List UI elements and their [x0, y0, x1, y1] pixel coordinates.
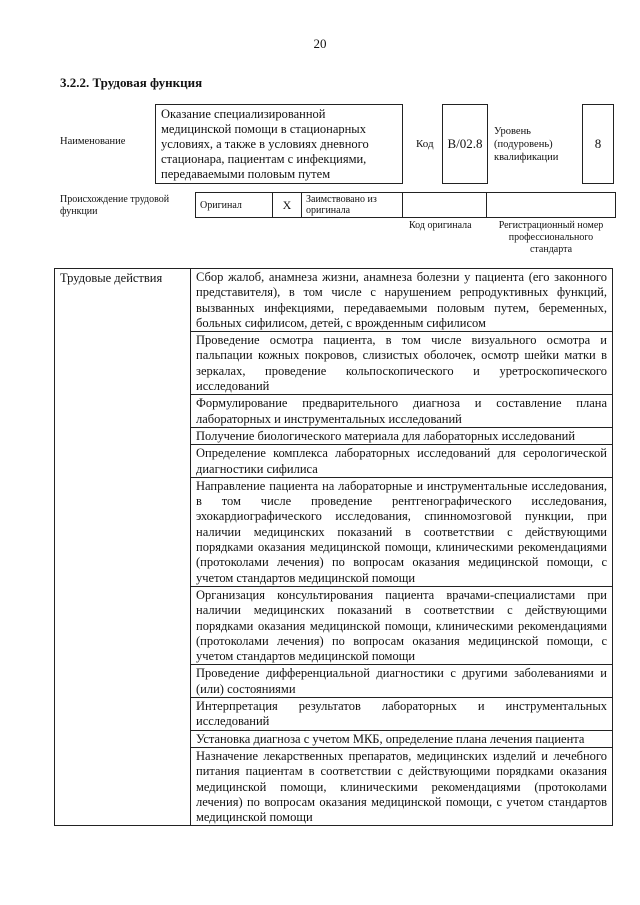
action-item: Проведение осмотра пациента, в том числе визуального осмотра и пальпации кожных покровов, слизистых оболочек, осмотр шейки матки в зеркалах, проведение кольпоскопического и уретроскопического исследований [191, 332, 613, 395]
action-item: Сбор жалоб, анамнеза жизни, анамнеза болезни у пациента (его законного представителя), в том числе с нарушением репродуктивных функций, вызванных инфекциями, передаваемыми половым путем, беременных, больных сифилисом, детей, с врожденным сифилисом [191, 269, 613, 332]
table-row [55, 269, 613, 332]
section-title: 3.2.2. Трудовая функция [60, 75, 203, 90]
action-item: Назначение лекарственных препаратов, медицинских изделий и лечебного питания пациентам в соответствии с действующими порядками оказания медицинской помощи, клиническими рекомендациями (протоколами лечения) по вопросам оказания медицинской помощи, с учетом стандартов медицинской помощи [191, 747, 613, 825]
action-item: Получение биологического материала для лабораторных исследований [191, 427, 613, 444]
action-item: Формулирование предварительного диагноза и составление плана лабораторных и инструментальных исследований [191, 395, 613, 428]
reg-number-caption: Регистрационный номер профессионального стандарта [498, 220, 604, 255]
original-code-caption: Код оригинала [409, 220, 472, 231]
name-label: Наименование [60, 136, 126, 147]
action-item: Установка диагноза с учетом МКБ, определение плана лечения пациента [191, 730, 613, 747]
level-value: 8 [582, 104, 614, 184]
page-number: 20 [313, 36, 327, 51]
borrowed-label: Заимствовано из оригинала [302, 193, 403, 218]
origin-label: Происхождение трудовой функции [60, 194, 170, 217]
action-item: Организация консультирования пациента врачами-специалистами при наличии медицинских показаний в соответствии с действующими порядками оказания медицинской помощи, клиническими рекомендациями (протоколами лечения) по вопросам оказания медицинской помощи, с учетом стандартов медицинской помощи [191, 586, 613, 664]
action-item: Интерпретация результатов лабораторных и инструментальных исследований [191, 698, 613, 731]
action-item: Направление пациента на лабораторные и инструментальные исследования, в том числе проведение рентгенографического исследования, эхокардиографического исследования, спинномозговой пункции, при наличии медицинских показаний в соответствии с действующими порядками оказания медицинской помощи, клиническими рекомендациями (протоколами лечения) по вопросам оказания медицинской помощи, с учетом стандартов медицинской помощи [191, 477, 613, 586]
origin-table [195, 192, 616, 218]
level-label: Уровень (подуровень) квалификации [494, 126, 559, 163]
original-mark: X [273, 193, 302, 218]
action-item: Определение комплекса лабораторных исследований для серологической диагностики сифилиса [191, 445, 613, 478]
function-name-box: Оказание специализированной медицинской помощи в стационарных условиях, а также в условиях дневного стационара, пациентам с инфекциями, передаваемыми половым путем [155, 104, 403, 184]
labor-actions-table [54, 268, 613, 826]
original-code-cell [403, 193, 487, 218]
reg-number-cell [487, 193, 616, 218]
original-label: Оригинал [196, 193, 273, 218]
labor-actions-label: Трудовые действия [55, 269, 191, 826]
action-item: Проведение дифференциальной диагностики с другими заболеваниями и (или) состояниями [191, 665, 613, 698]
code-label: Код [416, 138, 434, 150]
code-value: B/02.8 [442, 104, 488, 184]
